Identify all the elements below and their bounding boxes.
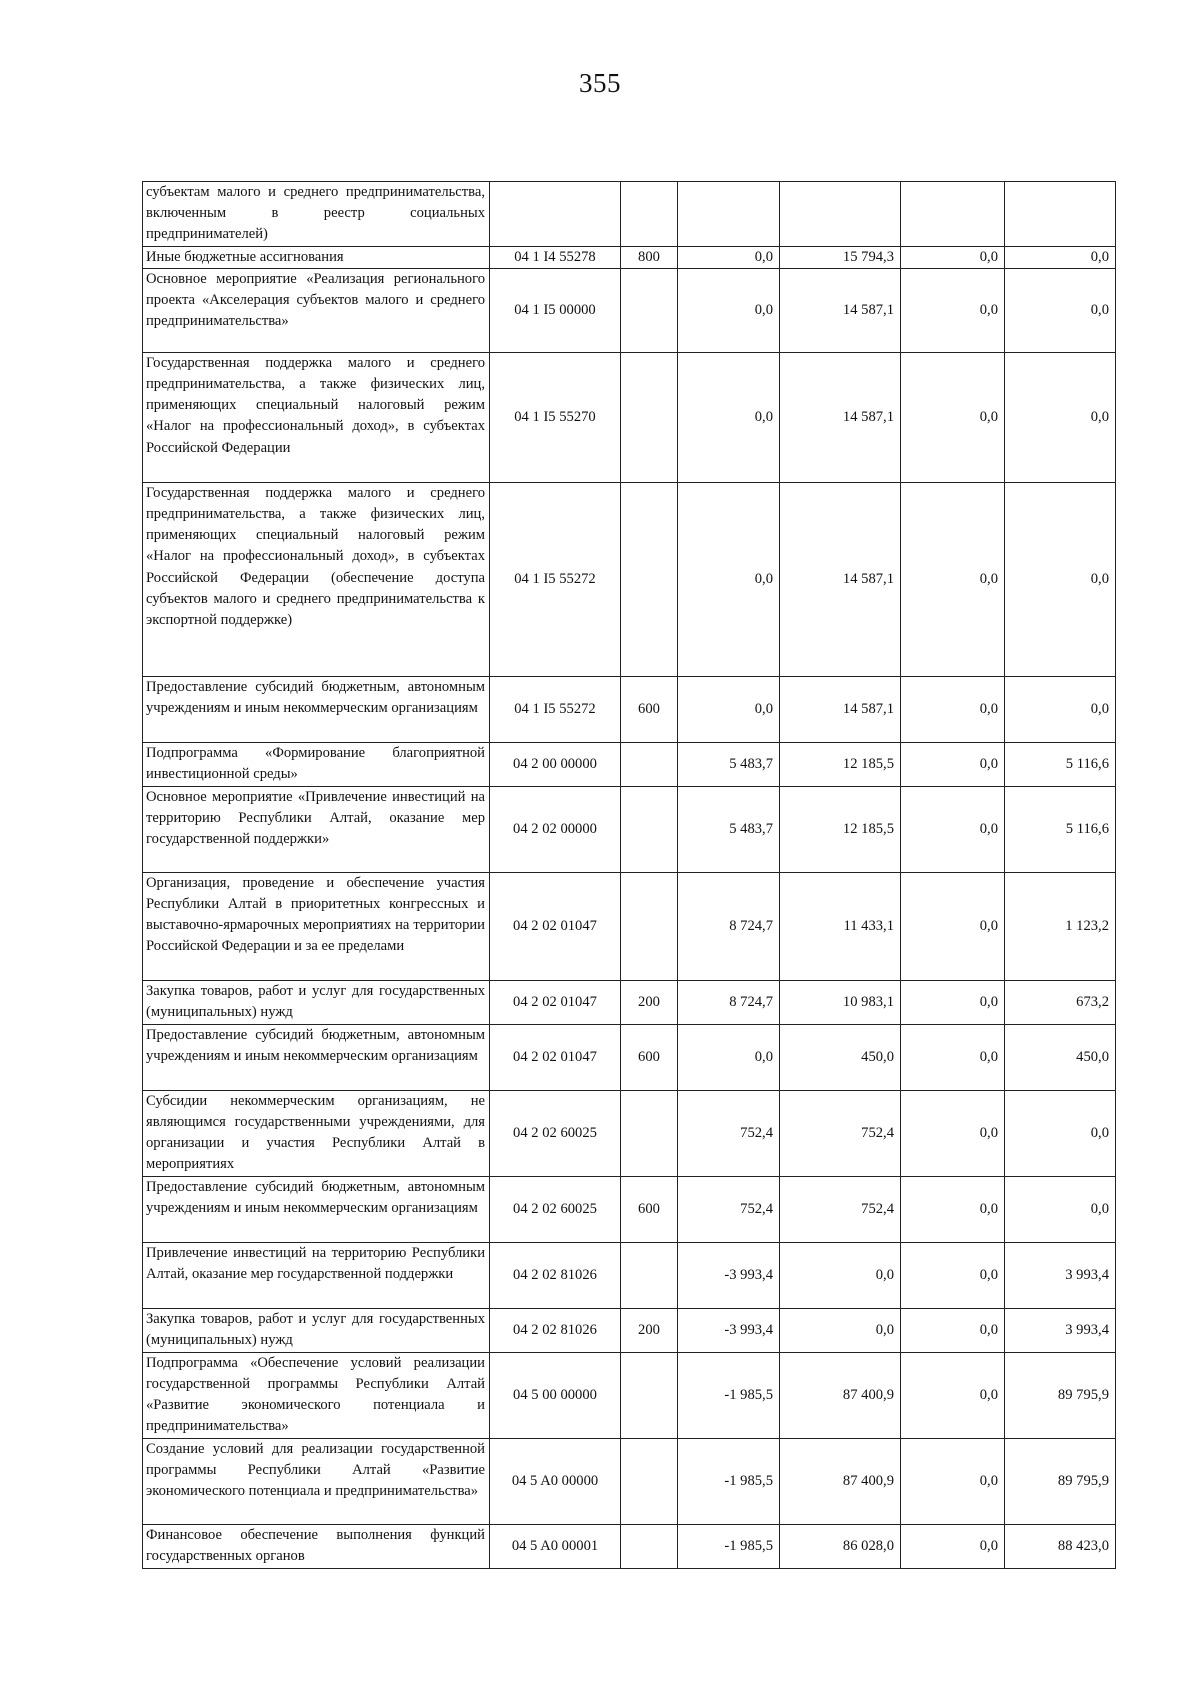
expense-type: 200 xyxy=(621,1308,678,1352)
value-col-2: 10 983,1 xyxy=(780,980,901,1024)
value-col-4: 3 993,4 xyxy=(1005,1242,1116,1308)
value-col-1: 0,0 xyxy=(678,268,780,352)
table-row xyxy=(143,872,1116,980)
value-col-3: 0,0 xyxy=(901,1352,1005,1438)
value-col-4: 89 795,9 xyxy=(1005,1438,1116,1524)
value-col-3: 0,0 xyxy=(901,246,1005,268)
value-col-1: 752,4 xyxy=(678,1090,780,1176)
item-name: Подпрограмма «Обеспечение условий реализации государственной программы Республики Алтай «Развитие экономического потенциала и предпринимательства» xyxy=(143,1352,490,1438)
item-name: Предоставление субсидий бюджетным, автономным учреждениям и иным некоммерческим организациям xyxy=(143,1024,490,1090)
value-col-4: 0,0 xyxy=(1005,482,1116,676)
item-name: Организация, проведение и обеспечение участия Республики Алтай в приоритетных конгрессных и выставочно-ярмарочных мероприятиях на территории Российской Федерации и за ее пределами xyxy=(143,872,490,980)
target-code: 04 2 02 00000 xyxy=(490,786,621,872)
value-col-3: 0,0 xyxy=(901,1242,1005,1308)
value-col-1: 0,0 xyxy=(678,1024,780,1090)
expense-type xyxy=(621,182,678,247)
item-name: Закупка товаров, работ и услуг для государственных (муниципальных) нужд xyxy=(143,1308,490,1352)
value-col-1: -1 985,5 xyxy=(678,1438,780,1524)
expense-type: 200 xyxy=(621,980,678,1024)
target-code: 04 5 A0 00001 xyxy=(490,1524,621,1568)
value-col-2: 14 587,1 xyxy=(780,268,901,352)
item-name: Привлечение инвестиций на территорию Республики Алтай, оказание мер государственной поддержки xyxy=(143,1242,490,1308)
value-col-2: 15 794,3 xyxy=(780,246,901,268)
target-code: 04 1 I5 55272 xyxy=(490,676,621,742)
expense-type xyxy=(621,1242,678,1308)
value-col-4: 0,0 xyxy=(1005,268,1116,352)
table-row xyxy=(143,482,1116,676)
expense-type: 600 xyxy=(621,1176,678,1242)
expense-type: 800 xyxy=(621,246,678,268)
value-col-4: 5 116,6 xyxy=(1005,742,1116,786)
value-col-3: 0,0 xyxy=(901,1438,1005,1524)
target-code: 04 2 02 01047 xyxy=(490,980,621,1024)
item-name: Предоставление субсидий бюджетным, автономным учреждениям и иным некоммерческим организациям xyxy=(143,676,490,742)
value-col-4: 0,0 xyxy=(1005,1176,1116,1242)
value-col-2: 87 400,9 xyxy=(780,1352,901,1438)
value-col-4: 0,0 xyxy=(1005,246,1116,268)
expense-type xyxy=(621,1438,678,1524)
value-col-1 xyxy=(678,182,780,247)
target-code: 04 2 02 81026 xyxy=(490,1308,621,1352)
item-name: Государственная поддержка малого и среднего предпринимательства, а также физических лиц, применяющих специальный налоговый режим «Налог на профессиональный доход», в субъектах Российской Федерации (обеспечение доступа субъектов малого и среднего предпринимательства к экспортной поддержке) xyxy=(143,482,490,676)
value-col-3: 0,0 xyxy=(901,352,1005,482)
expense-type xyxy=(621,872,678,980)
value-col-3: 0,0 xyxy=(901,1524,1005,1568)
expense-type: 600 xyxy=(621,1024,678,1090)
table-body xyxy=(143,182,1116,1569)
value-col-2: 14 587,1 xyxy=(780,352,901,482)
item-name: Государственная поддержка малого и среднего предпринимательства, а также физических лиц, применяющих специальный налоговый режим «Налог на профессиональный доход», в субъектах Российской Федерации xyxy=(143,352,490,482)
table-row xyxy=(143,1308,1116,1352)
expense-type xyxy=(621,1352,678,1438)
value-col-4: 3 993,4 xyxy=(1005,1308,1116,1352)
target-code: 04 1 I5 55270 xyxy=(490,352,621,482)
expense-type xyxy=(621,786,678,872)
target-code: 04 1 I5 00000 xyxy=(490,268,621,352)
value-col-3: 0,0 xyxy=(901,742,1005,786)
target-code: 04 2 02 01047 xyxy=(490,1024,621,1090)
value-col-3: 0,0 xyxy=(901,676,1005,742)
expense-type xyxy=(621,352,678,482)
value-col-2: 14 587,1 xyxy=(780,482,901,676)
target-code: 04 5 A0 00000 xyxy=(490,1438,621,1524)
page-number: 355 xyxy=(579,68,621,98)
table-row xyxy=(143,1352,1116,1438)
value-col-2: 12 185,5 xyxy=(780,742,901,786)
table-row xyxy=(143,182,1116,247)
value-col-3 xyxy=(901,182,1005,247)
value-col-2: 752,4 xyxy=(780,1176,901,1242)
value-col-3: 0,0 xyxy=(901,1024,1005,1090)
value-col-3: 0,0 xyxy=(901,1308,1005,1352)
item-name: Подпрограмма «Формирование благоприятной инвестиционной среды» xyxy=(143,742,490,786)
target-code: 04 2 00 00000 xyxy=(490,742,621,786)
value-col-2: 12 185,5 xyxy=(780,786,901,872)
value-col-1: 8 724,7 xyxy=(678,980,780,1024)
table-row xyxy=(143,1024,1116,1090)
target-code: 04 2 02 01047 xyxy=(490,872,621,980)
expense-type xyxy=(621,1524,678,1568)
value-col-3: 0,0 xyxy=(901,872,1005,980)
value-col-1: 0,0 xyxy=(678,676,780,742)
value-col-4: 673,2 xyxy=(1005,980,1116,1024)
value-col-3: 0,0 xyxy=(901,1090,1005,1176)
value-col-2: 87 400,9 xyxy=(780,1438,901,1524)
item-name: Основное мероприятие «Реализация регионального проекта «Акселерация субъектов малого и среднего предпринимательства» xyxy=(143,268,490,352)
item-name: Основное мероприятие «Привлечение инвестиций на территорию Республики Алтай, оказание мер государственной поддержки» xyxy=(143,786,490,872)
value-col-1: 752,4 xyxy=(678,1176,780,1242)
item-name: Закупка товаров, работ и услуг для государственных (муниципальных) нужд xyxy=(143,980,490,1024)
value-col-4: 0,0 xyxy=(1005,676,1116,742)
value-col-1: -1 985,5 xyxy=(678,1352,780,1438)
expense-type xyxy=(621,1090,678,1176)
table-row xyxy=(143,1438,1116,1524)
value-col-3: 0,0 xyxy=(901,268,1005,352)
item-name: Создание условий для реализации государственной программы Республики Алтай «Развитие экономического потенциала и предпринимательства» xyxy=(143,1438,490,1524)
item-name: Предоставление субсидий бюджетным, автономным учреждениям и иным некоммерческим организациям xyxy=(143,1176,490,1242)
value-col-3: 0,0 xyxy=(901,1176,1005,1242)
expense-type xyxy=(621,742,678,786)
value-col-2: 14 587,1 xyxy=(780,676,901,742)
value-col-1: -1 985,5 xyxy=(678,1524,780,1568)
table-row xyxy=(143,1176,1116,1242)
value-col-4: 450,0 xyxy=(1005,1024,1116,1090)
table-row xyxy=(143,268,1116,352)
value-col-4: 89 795,9 xyxy=(1005,1352,1116,1438)
value-col-4: 1 123,2 xyxy=(1005,872,1116,980)
target-code: 04 2 02 60025 xyxy=(490,1176,621,1242)
expense-type: 600 xyxy=(621,676,678,742)
value-col-4: 0,0 xyxy=(1005,1090,1116,1176)
table-row xyxy=(143,1242,1116,1308)
value-col-1: 8 724,7 xyxy=(678,872,780,980)
value-col-3: 0,0 xyxy=(901,482,1005,676)
value-col-2: 11 433,1 xyxy=(780,872,901,980)
target-code: 04 2 02 81026 xyxy=(490,1242,621,1308)
value-col-4: 0,0 xyxy=(1005,352,1116,482)
value-col-1: 5 483,7 xyxy=(678,786,780,872)
item-name: Иные бюджетные ассигнования xyxy=(143,246,490,268)
value-col-2: 450,0 xyxy=(780,1024,901,1090)
value-col-2: 0,0 xyxy=(780,1308,901,1352)
value-col-3: 0,0 xyxy=(901,980,1005,1024)
table-row xyxy=(143,352,1116,482)
value-col-1: 5 483,7 xyxy=(678,742,780,786)
table-row xyxy=(143,980,1116,1024)
target-code: 04 1 I4 55278 xyxy=(490,246,621,268)
expense-type xyxy=(621,268,678,352)
table-row xyxy=(143,676,1116,742)
value-col-4 xyxy=(1005,182,1116,247)
target-code xyxy=(490,182,621,247)
value-col-2: 752,4 xyxy=(780,1090,901,1176)
value-col-2: 0,0 xyxy=(780,1242,901,1308)
target-code: 04 2 02 60025 xyxy=(490,1090,621,1176)
value-col-1: -3 993,4 xyxy=(678,1308,780,1352)
value-col-1: -3 993,4 xyxy=(678,1242,780,1308)
value-col-4: 5 116,6 xyxy=(1005,786,1116,872)
target-code: 04 5 00 00000 xyxy=(490,1352,621,1438)
value-col-2 xyxy=(780,182,901,247)
value-col-1: 0,0 xyxy=(678,246,780,268)
table-row xyxy=(143,786,1116,872)
table-row xyxy=(143,1090,1116,1176)
budget-table xyxy=(142,181,1116,1569)
item-name: субъектам малого и среднего предпринимательства, включенным в реестр социальных предпринимателей) xyxy=(143,182,490,247)
target-code: 04 1 I5 55272 xyxy=(490,482,621,676)
item-name: Субсидии некоммерческим организациям, не являющимся государственными учреждениями, для организации и участия Республики Алтай в мероприятиях xyxy=(143,1090,490,1176)
value-col-3: 0,0 xyxy=(901,786,1005,872)
value-col-1: 0,0 xyxy=(678,482,780,676)
value-col-1: 0,0 xyxy=(678,352,780,482)
item-name: Финансовое обеспечение выполнения функций государственных органов xyxy=(143,1524,490,1568)
table-row xyxy=(143,246,1116,268)
table-row xyxy=(143,742,1116,786)
value-col-4: 88 423,0 xyxy=(1005,1524,1116,1568)
value-col-2: 86 028,0 xyxy=(780,1524,901,1568)
table-row xyxy=(143,1524,1116,1568)
expense-type xyxy=(621,482,678,676)
